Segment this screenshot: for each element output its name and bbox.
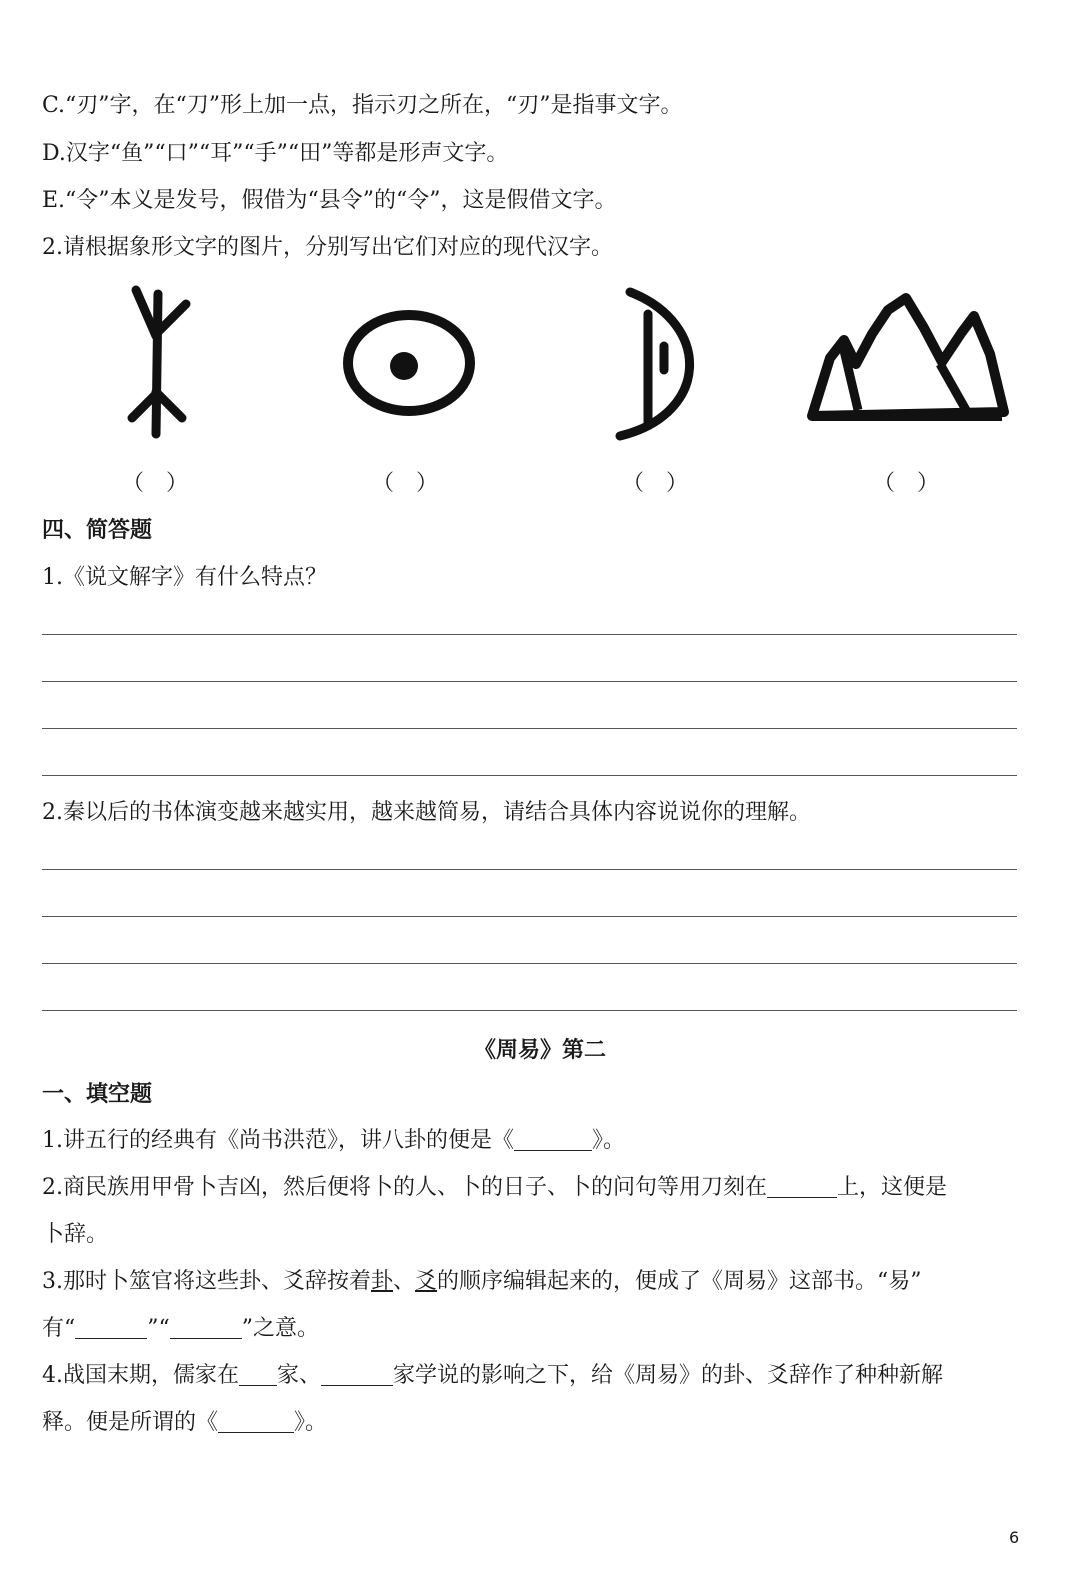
answer-line[interactable] bbox=[42, 681, 1017, 682]
fill-q3-text-a: 3.那时卜筮官将这些卦、爻辞按着 bbox=[42, 1269, 371, 1294]
fill-q3-text-c: 有“ bbox=[42, 1316, 76, 1341]
mountain-pictograph-icon bbox=[802, 292, 1012, 426]
short-answer-q1: 1.《说文解字》有什么特点？ bbox=[42, 565, 327, 590]
option-d: D.汉字“鱼”“口”“耳”“手”“田”等都是形声文字。 bbox=[42, 141, 509, 166]
question-2-pictographs: 2.请根据象形文字的图片，分别写出它们对应的现代汉字。 bbox=[42, 235, 613, 260]
fill-q3-text-d: ”“ bbox=[147, 1316, 170, 1341]
fill-blank[interactable] bbox=[321, 1363, 393, 1386]
page-number: 6 bbox=[1009, 1528, 1020, 1547]
answer-blank-2[interactable]: （ ） bbox=[372, 471, 439, 496]
tree-pictograph-icon bbox=[122, 284, 194, 440]
section-title-fill-blank: 一、填空题 bbox=[42, 1081, 153, 1107]
fill-q3-underlined-yao: 爻 bbox=[415, 1269, 438, 1294]
answer-line[interactable] bbox=[42, 634, 1017, 635]
fill-q3 bbox=[42, 1268, 922, 1296]
fill-q2-continued: 卜辞。 bbox=[42, 1222, 109, 1247]
fill-q3-continued bbox=[42, 1315, 319, 1343]
fill-q4-text-d: 释。便是所谓的《 bbox=[42, 1410, 219, 1435]
fill-blank[interactable] bbox=[239, 1363, 277, 1386]
fill-q1-text-a: 1.讲五行的经典有《尚书洪范》，讲八卦的便是《 bbox=[42, 1128, 514, 1153]
answer-line[interactable] bbox=[42, 1010, 1017, 1011]
fill-q2-text-b: 上，这便是 bbox=[837, 1175, 948, 1200]
moon-pictograph-icon bbox=[612, 284, 702, 444]
fill-q4-text-e: 》。 bbox=[294, 1410, 328, 1435]
fill-q3-text-e: ”之意。 bbox=[241, 1316, 319, 1341]
answer-blank-1[interactable]: （ ） bbox=[122, 471, 189, 496]
section-title-short-answer: 四、简答题 bbox=[42, 517, 153, 543]
fill-blank[interactable] bbox=[767, 1175, 837, 1198]
fill-q4-text-c: 家学说的影响之下，给《周易》的卦、爻辞作了种种新解 bbox=[393, 1363, 944, 1388]
fill-q3-text-b: 的顺序编辑起来的，便成了《周易》这部书。“易” bbox=[437, 1269, 922, 1294]
fill-blank[interactable] bbox=[170, 1316, 242, 1339]
answer-line[interactable] bbox=[42, 963, 1017, 964]
option-e: E.“令”本义是发号，假借为“县令”的“令”，这是假借文字。 bbox=[42, 188, 617, 213]
fill-q4 bbox=[42, 1362, 943, 1390]
chapter-title: 《周易》第二 bbox=[473, 1037, 606, 1063]
answer-blank-3[interactable]: （ ） bbox=[622, 471, 689, 496]
answer-line[interactable] bbox=[42, 869, 1017, 870]
fill-q3-separator: 、 bbox=[393, 1269, 416, 1294]
answer-line[interactable] bbox=[42, 775, 1017, 776]
fill-q2-text-a: 2.商民族用甲骨卜吉凶，然后便将卜的人、卜的日子、卜的问句等用刀刻在 bbox=[42, 1175, 767, 1200]
fill-q1 bbox=[42, 1127, 625, 1155]
fill-q4-text-b: 家、 bbox=[277, 1363, 322, 1388]
fill-q4-continued bbox=[42, 1409, 327, 1437]
option-c: C.“刃”字，在“刀”形上加一点，指示刃之所在，“刃”是指事文字。 bbox=[42, 93, 683, 118]
fill-q4-text-a: 4.战国末期，儒家在 bbox=[42, 1363, 239, 1388]
fill-blank[interactable] bbox=[514, 1128, 592, 1151]
fill-q3-underlined-gua: 卦 bbox=[371, 1269, 394, 1294]
answer-line[interactable] bbox=[42, 916, 1017, 917]
fill-blank[interactable] bbox=[75, 1316, 147, 1339]
short-answer-q2: 2.秦以后的书体演变越来越实用，越来越简易，请结合具体内容说说你的理解。 bbox=[42, 800, 811, 825]
fill-q1-text-b: 》。 bbox=[592, 1128, 626, 1153]
sun-pictograph-icon bbox=[340, 308, 478, 418]
fill-blank[interactable] bbox=[218, 1410, 294, 1433]
answer-line[interactable] bbox=[42, 728, 1017, 729]
fill-q2 bbox=[42, 1174, 947, 1202]
answer-blank-4[interactable]: （ ） bbox=[873, 471, 940, 496]
